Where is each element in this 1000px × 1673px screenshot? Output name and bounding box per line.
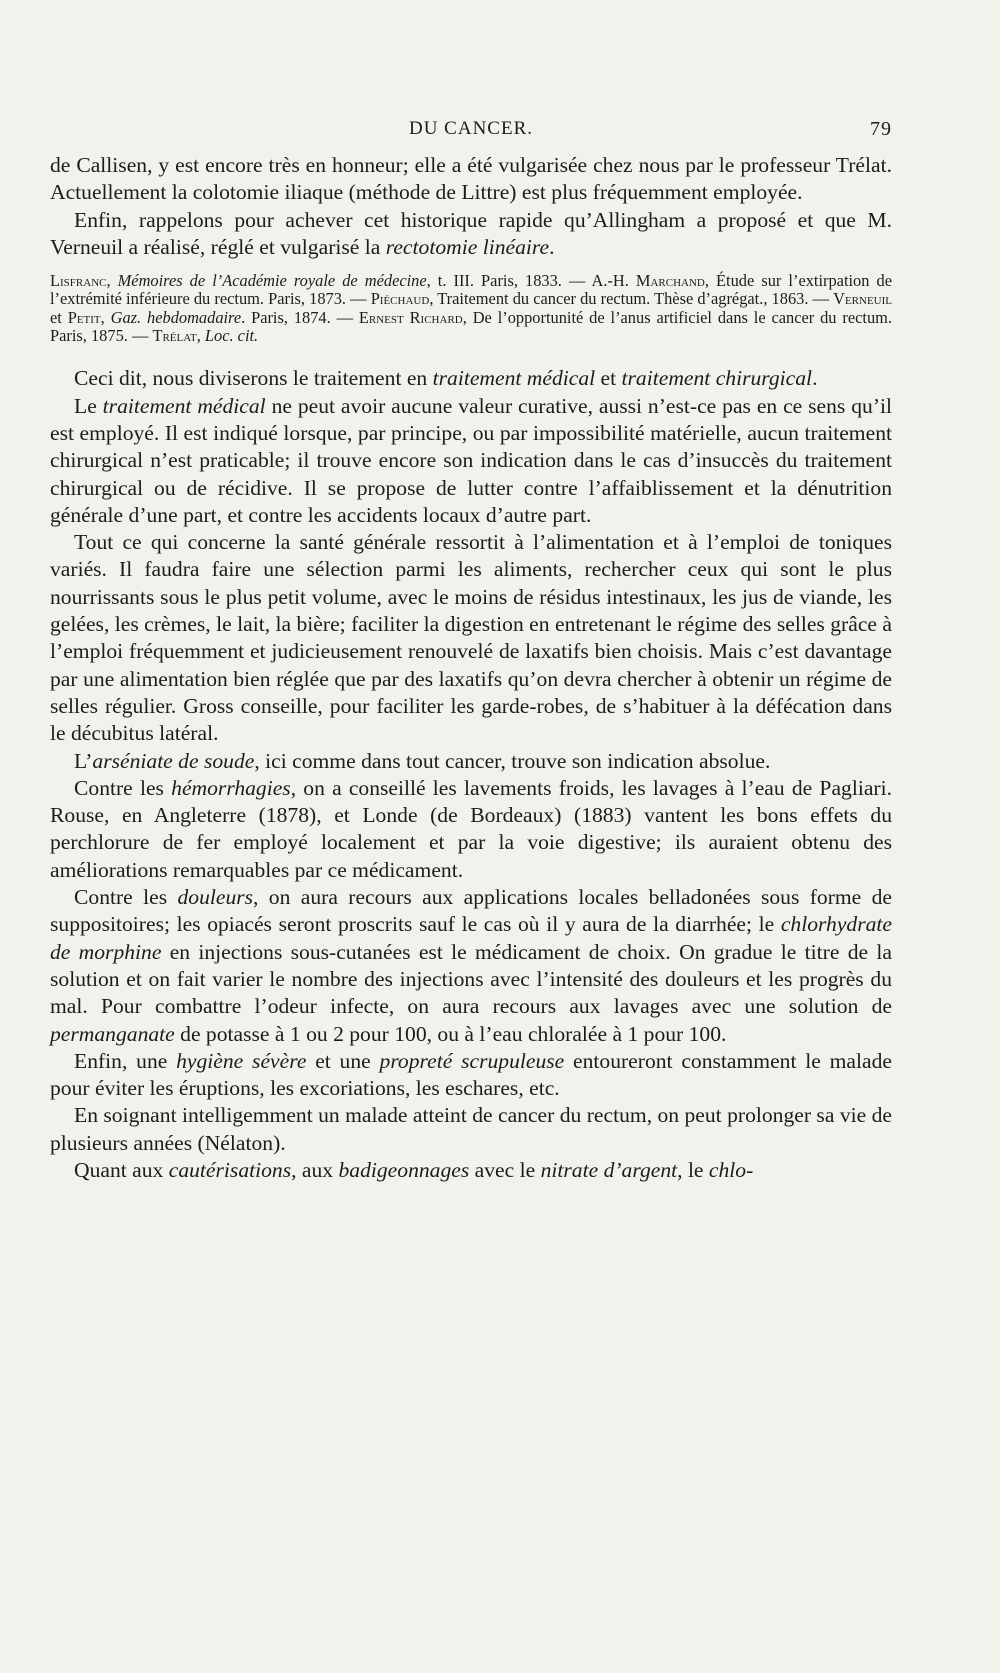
text-run: , t. III. Paris, 1833. — A.-H. bbox=[426, 271, 636, 291]
italic-term: traitement médical bbox=[102, 393, 266, 418]
page-header bbox=[50, 118, 892, 148]
text-run: . bbox=[549, 234, 555, 259]
bibliography-note bbox=[50, 272, 892, 345]
paragraph bbox=[50, 529, 892, 747]
text-run: , bbox=[106, 271, 118, 291]
author-name: Trélat bbox=[152, 326, 197, 346]
text-run: Quant aux bbox=[74, 1157, 169, 1182]
intro-text bbox=[50, 152, 892, 261]
italic-term: nitrate d’argent bbox=[540, 1157, 678, 1182]
text-run: L’ bbox=[74, 748, 93, 773]
text-run: Le bbox=[74, 393, 103, 418]
references-paragraph bbox=[50, 272, 892, 345]
italic-term: propreté scrupuleuse bbox=[379, 1048, 565, 1073]
text-run: et bbox=[50, 307, 68, 327]
italic-term: permanganate bbox=[50, 1021, 175, 1046]
text-run: , on aura recours aux applications locales belladonées sous forme de suppositoires; les opiacés seront proscrits sauf le cas où il y aura de la diarrhée; le bbox=[50, 885, 892, 937]
text-run: en injections sous-cutanées est le médicament de choix. On gradue le titre de la solution et on fait varier le nombre des injections avec l’intensité des douleurs et les progrès du mal. Pour combattre l’odeur infecte, on aura recours aux lavages avec une solution de bbox=[50, 939, 892, 1019]
text-run: , le bbox=[677, 1157, 709, 1182]
text-run: , on a conseillé les lavements froids, les lavages à l’eau de Pagliari. Rouse, en Angleterre (1878), et Londe (de Bordeaux) (1883) vantent les bons effets du perchlorure de fer employé localement et par la voie digestive; ils auraient obtenu des améliorations remarquables par ce médicament. bbox=[50, 775, 892, 882]
text-run: En soignant intelligemment un malade atteint de cancer du rectum, on peut prolonger sa vie de plusieurs années (Nélaton). bbox=[50, 1103, 892, 1155]
author-name: Petit bbox=[67, 307, 101, 327]
italic-term: rectotomie linéaire bbox=[385, 234, 550, 259]
text-run: . Paris, 1874. — bbox=[241, 307, 359, 327]
italic-term: Mémoires de l’Académie royale de médecine bbox=[117, 271, 427, 291]
italic-term: Loc. cit. bbox=[204, 326, 259, 346]
paragraph bbox=[50, 207, 892, 262]
page-number: 79 bbox=[870, 118, 892, 140]
text-run: avec le bbox=[469, 1157, 541, 1182]
text-run: de Callisen, y est encore très en honneur; elle a été vulgarisée chez nous par le professeur Trélat. Actuellement la colotomie iliaque (méthode de Littre) est plus fréquemment employée. bbox=[50, 153, 892, 205]
text-run: Enfin, une bbox=[74, 1048, 177, 1073]
paragraph bbox=[50, 365, 892, 392]
italic-term: chlorhydrate de morphine bbox=[50, 912, 892, 964]
text-run: , aux bbox=[291, 1157, 339, 1182]
italic-term: chlo- bbox=[708, 1157, 754, 1182]
italic-term: douleurs bbox=[177, 885, 254, 910]
italic-term: Gaz. hebdomadaire bbox=[110, 307, 242, 327]
text-run: ne peut avoir aucune valeur curative, aussi n’est-ce pas en ce sens qu’il est employé. Il est indiqué lorsque, par principe, ou par impossibilité matérielle, aucun traitement chirurgical n’est praticable; il trouve encore son indication dans le cas d’insuccès du traitement chirurgical ou de récidive. Il se propose de lutter contre l’affaiblissement et la dénutrition générale d’une part, et contre les accidents locaux d’autre part. bbox=[50, 393, 893, 527]
text-run: entoureront constamment le malade pour éviter les éruptions, les excoriations, les eschares, etc. bbox=[50, 1048, 892, 1101]
text-run: , bbox=[196, 326, 205, 346]
author-name: Ernest Richard bbox=[358, 307, 463, 327]
author-name: Piéchaud bbox=[370, 289, 430, 309]
paragraph bbox=[50, 775, 892, 884]
running-title: DU CANCER. bbox=[408, 118, 533, 139]
paragraph bbox=[50, 152, 892, 207]
text-run: , bbox=[100, 307, 111, 327]
text-run: Ceci dit, nous diviserons le traitement en bbox=[74, 366, 433, 391]
text-run: Contre les bbox=[74, 885, 178, 910]
italic-term: hygiène sévère bbox=[176, 1048, 307, 1073]
paragraph bbox=[50, 1102, 892, 1157]
paragraph bbox=[50, 393, 892, 529]
treatment-text bbox=[50, 365, 892, 1184]
text-run: et une bbox=[306, 1048, 380, 1073]
text-run: et bbox=[595, 366, 622, 391]
text-run: , Étude sur l’extirpation de l’extrémité inférieure du rectum. Paris, 1873. — bbox=[50, 271, 892, 309]
page-body bbox=[50, 152, 892, 1184]
text-run: . bbox=[812, 366, 818, 391]
italic-term: badigeonnages bbox=[338, 1157, 470, 1182]
text-run: Enfin, rappelons pour achever cet historique rapide qu’Allingham a proposé et que M. Verneuil a réalisé, réglé et vulgarisé la bbox=[50, 207, 892, 259]
author-name: Marchand bbox=[635, 271, 705, 291]
text-run: , De l’opportunité de l’anus artificiel dans le cancer du rectum. Paris, 1875. — bbox=[50, 307, 892, 346]
italic-term: traitement médical bbox=[432, 366, 596, 391]
italic-term: hémorrhagies bbox=[171, 775, 291, 800]
italic-term: cautérisations bbox=[168, 1157, 292, 1182]
text-run: Tout ce qui concerne la santé générale ressortit à l’alimentation et à l’emploi de toniques variés. Il faudra faire une sélection parmi les aliments, rechercher ceux qui sont le plus nourrissants sous le plus petit volume, avec le moins de résidus intestinaux, les jus de viande, les gelées, les crèmes, le lait, la bière; faciliter la digestion en entretenant le régime des selles grâce à l’emploi fréquemment et judicieusement renouvelé de laxatifs bien choisis. Mais c’est davantage par une alimentation bien réglée que par des laxatifs qu’on devra chercher à obtenir un régime de selles régulier. Gross conseille, pour faciliter les garde-robes, de s’habituer à la défécation dans le décubitus latéral. bbox=[50, 530, 892, 746]
text-run: , ici comme dans tout cancer, trouve son indication absolue. bbox=[254, 748, 771, 773]
italic-term: traitement chirurgical bbox=[621, 366, 813, 391]
paragraph bbox=[50, 884, 892, 1048]
paragraph bbox=[50, 1157, 892, 1184]
text-run: , Traitement du cancer du rectum. Thèse d’agrégat., 1863. — bbox=[429, 289, 834, 309]
italic-term: arséniate de soude bbox=[92, 748, 255, 773]
author-name: Verneuil bbox=[833, 289, 892, 309]
text-run: Contre les bbox=[74, 775, 172, 800]
author-name: Lisfranc bbox=[50, 271, 107, 291]
text-run: de potasse à 1 ou 2 pour 100, ou à l’eau chloralée à 1 pour 100. bbox=[174, 1021, 727, 1046]
paragraph bbox=[50, 748, 892, 775]
paragraph bbox=[50, 1048, 892, 1103]
